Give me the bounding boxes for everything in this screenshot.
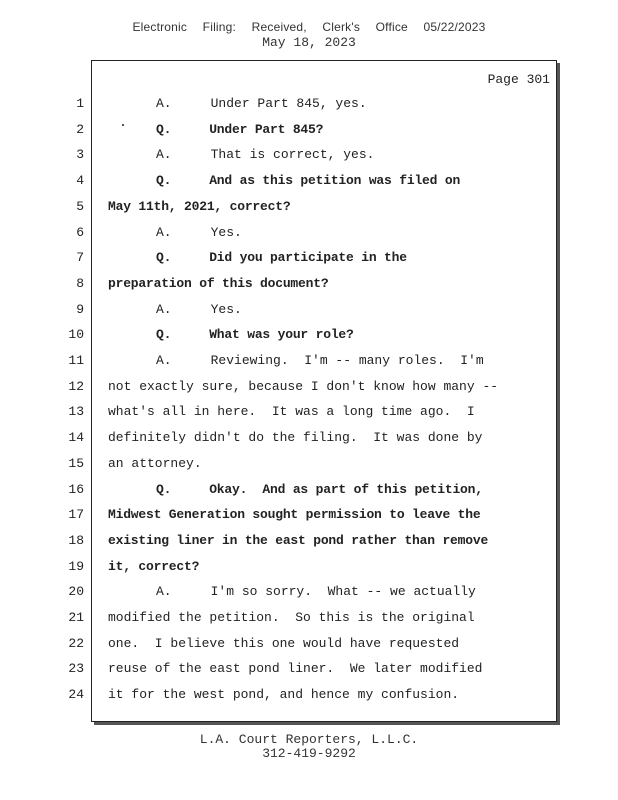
line-number: 7 <box>76 250 84 266</box>
line-number: 23 <box>68 661 84 677</box>
line-number: 20 <box>68 584 84 600</box>
transcript-line: Q. Under Part 845? <box>156 121 324 137</box>
line-number: 19 <box>68 558 84 574</box>
stamp-date: 05/22/2023 <box>423 20 486 34</box>
transcript-line: A. That is correct, yes. <box>156 147 375 163</box>
stamp-word: Office <box>375 20 408 34</box>
line-number: 2 <box>76 121 84 137</box>
transcript-line: A. I'm so sorry. What -- we actually <box>156 584 476 600</box>
line-number: 1 <box>76 96 84 111</box>
line-number: 18 <box>68 532 84 548</box>
line-number: 11 <box>68 353 84 368</box>
transcript-line: A. Yes. <box>156 301 242 317</box>
line-number: 4 <box>76 173 84 189</box>
transcript-line: A. Yes. <box>156 224 242 240</box>
line-number: 13 <box>68 404 84 420</box>
line-number: 5 <box>76 198 84 214</box>
transcript-line: reuse of the east pond liner. We later modified <box>108 661 483 677</box>
transcript-line: Q. And as this petition was filed on <box>156 173 461 189</box>
transcript-line: it for the west pond, and hence my confusion. <box>108 687 460 703</box>
transcript-line: not exactly sure, because I don't know how many -- <box>108 378 499 394</box>
page-number: Page 301 <box>487 72 550 87</box>
transcript-line: it, correct? <box>108 558 200 574</box>
line-number: 16 <box>68 481 84 497</box>
transcript-line: one. I believe this one would have requested <box>108 635 460 651</box>
transcript-line: Q. Okay. And as part of this petition, <box>156 481 483 497</box>
line-number: 22 <box>68 635 84 651</box>
transcript-line: definitely didn't do the filing. It was done by <box>108 430 483 446</box>
transcript-line: Q. Did you participate in the <box>156 250 407 266</box>
transcript-page <box>68 60 557 722</box>
transcript-line: preparation of this document? <box>108 275 329 291</box>
line-number: 9 <box>76 301 84 317</box>
line-number: 6 <box>76 224 84 240</box>
transcript-line: A. Reviewing. I'm -- many roles. I'm <box>156 353 484 368</box>
transcript-line: existing liner in the east pond rather than remove <box>108 532 489 548</box>
line-number: 24 <box>68 687 84 703</box>
transcript-line: Q. What was your role? <box>156 327 354 343</box>
line-number: 15 <box>68 455 84 471</box>
transcript-line: May 11th, 2021, correct? <box>108 198 291 214</box>
stamp-word: Filing: <box>202 20 237 34</box>
transcript-line: modified the petition. So this is the original <box>108 610 475 625</box>
line-number: 17 <box>68 507 84 523</box>
reporter-company: L.A. Court Reporters, L.L.C. <box>199 732 419 747</box>
deposition-date: May 18, 2023 <box>262 35 356 50</box>
transcript-line: Midwest Generation sought permission to leave the <box>108 507 481 523</box>
line-number: 21 <box>68 610 84 625</box>
transcript-line: what's all in here. It was a long time ago. I <box>108 404 475 420</box>
line-number: 3 <box>76 147 84 163</box>
stray-mark <box>122 124 124 126</box>
stamp-word: Electronic <box>132 20 188 34</box>
stamp-word: Received, <box>251 20 307 34</box>
line-number: 14 <box>68 430 84 446</box>
footer <box>0 733 618 761</box>
stamp-word: Clerk's <box>322 20 361 34</box>
transcript-line: A. Under Part 845, yes. <box>156 96 367 111</box>
transcript-line: an attorney. <box>108 455 202 471</box>
line-number: 12 <box>68 378 84 394</box>
line-number: 8 <box>76 275 84 291</box>
filing-stamp <box>0 20 618 34</box>
line-number: 10 <box>68 327 84 343</box>
reporter-phone: 312-419-9292 <box>262 746 356 761</box>
